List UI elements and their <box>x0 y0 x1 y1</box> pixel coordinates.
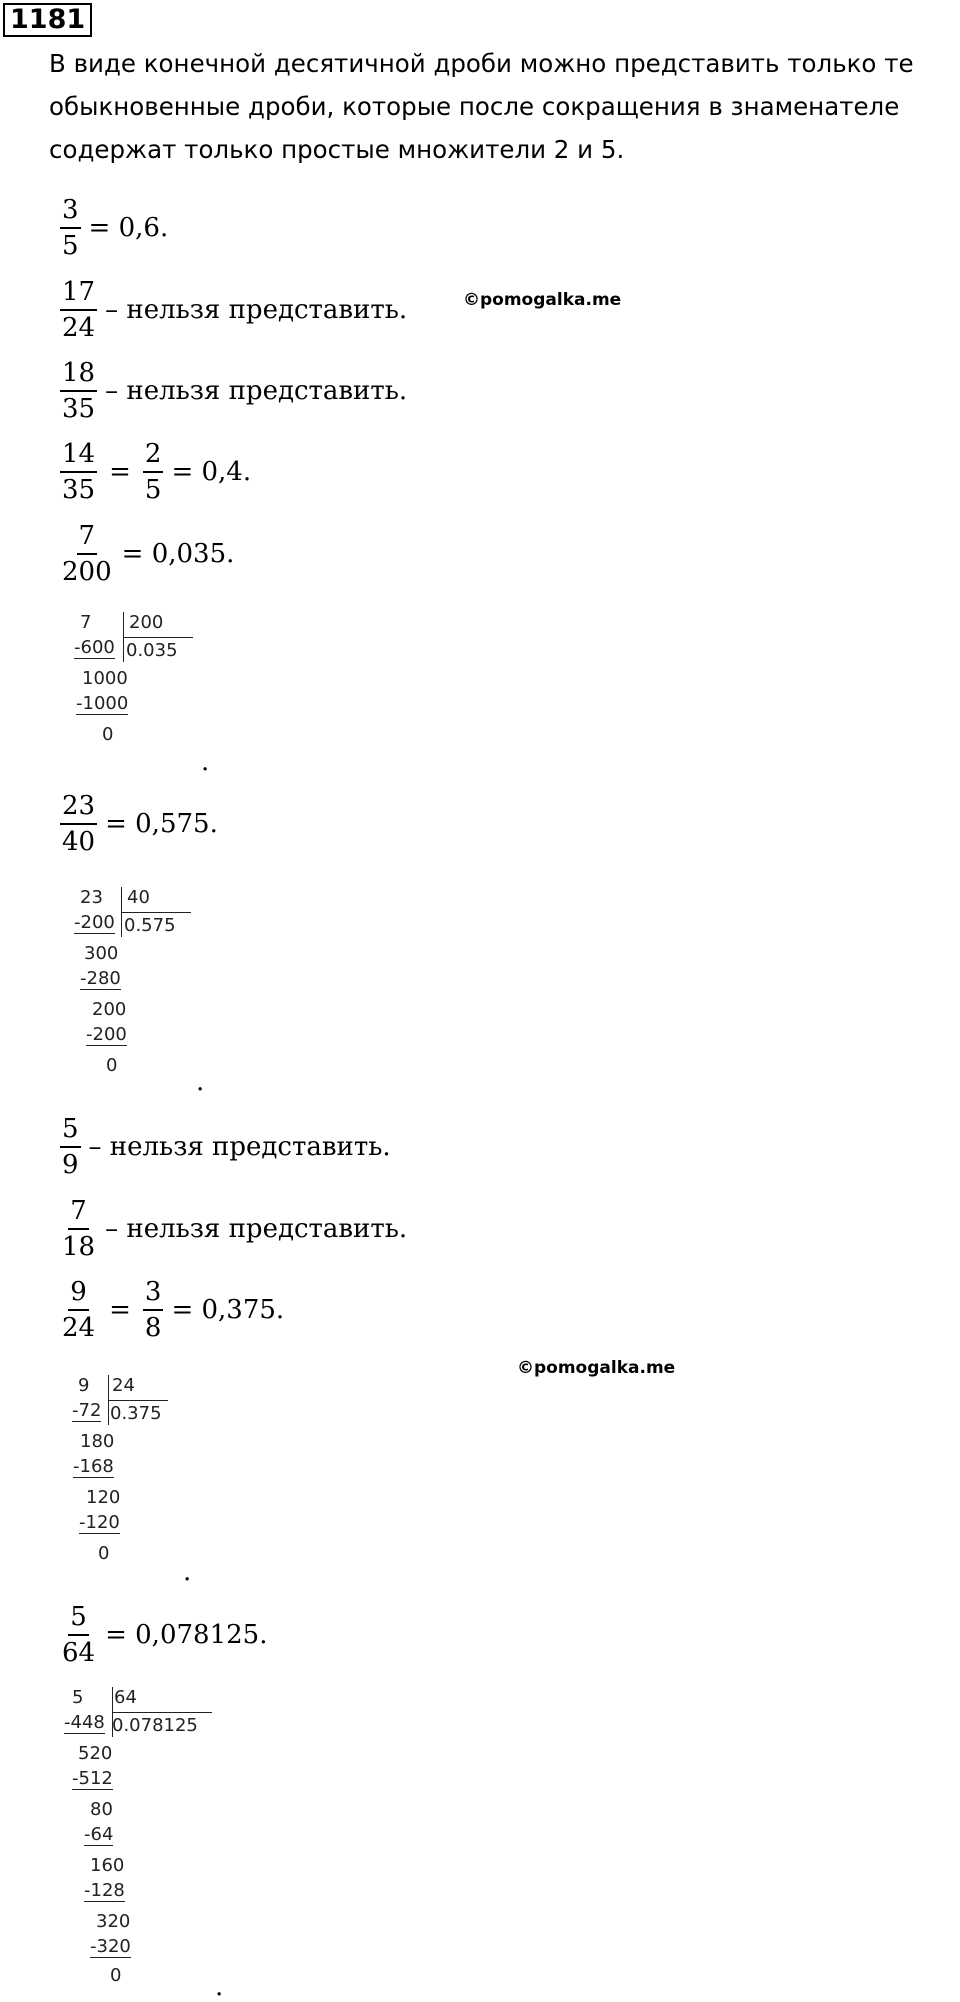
fraction: $\frac{5}{9}$ <box>62 1114 79 1180</box>
dividend: 7 <box>80 612 92 633</box>
watermark: ©pomogalka.me <box>517 1358 676 1378</box>
math-line <box>56 1189 407 1269</box>
math-line <box>56 1107 391 1187</box>
fraction: $\frac{17}{24}$ <box>62 277 96 343</box>
fraction: $\frac{18}{35}$ <box>62 358 96 424</box>
math-line <box>56 188 168 268</box>
result-text: = 0,035. <box>121 539 235 569</box>
division-step: 320 <box>96 1911 131 1932</box>
division-step: -200 <box>86 1024 127 1045</box>
division-bracket <box>108 1400 168 1401</box>
division-step: 180 <box>80 1431 115 1452</box>
division-step: 0 <box>106 1055 118 1076</box>
dividend: 23 <box>80 887 103 908</box>
result-text: = 0,575. <box>105 809 218 839</box>
math-line <box>56 514 234 594</box>
result-text: = 0,4. <box>171 457 252 487</box>
division-step: 80 <box>90 1799 113 1820</box>
divisor: 40 <box>127 887 150 908</box>
math-line <box>56 784 218 864</box>
divisor: 24 <box>112 1375 135 1396</box>
division-step: -600 <box>74 637 115 658</box>
division-step: 520 <box>78 1743 113 1764</box>
division-step: 160 <box>90 1855 125 1876</box>
long-division <box>62 1685 222 1985</box>
fraction: $\frac{3}{5}$ <box>62 195 79 261</box>
fraction: $\frac{14}{35}$ <box>62 439 96 505</box>
result-text: – нельзя представить. <box>88 1132 391 1162</box>
quotient: 0.375 <box>110 1403 162 1424</box>
fraction: $\frac{23}{40}$ <box>62 791 96 857</box>
equals-sign: = <box>109 457 131 487</box>
math-line <box>56 351 407 431</box>
math-line <box>56 432 251 512</box>
division-bracket <box>112 1712 212 1713</box>
division-step: 0 <box>98 1543 110 1564</box>
task-number: 1181 <box>3 3 92 37</box>
period: . <box>196 1067 205 1097</box>
long-division <box>70 610 200 745</box>
period: . <box>183 1557 192 1587</box>
division-step: 200 <box>92 999 127 1020</box>
division-step: -120 <box>79 1512 120 1533</box>
long-division <box>70 885 200 1075</box>
division-step: -64 <box>84 1824 114 1845</box>
division-bracket <box>121 912 191 913</box>
dividend: 5 <box>72 1687 84 1708</box>
result-text: – нельзя представить. <box>105 1214 408 1244</box>
period: . <box>215 1972 224 2002</box>
division-step: -128 <box>84 1880 125 1901</box>
fraction: $\frac{7}{200}$ <box>62 521 112 587</box>
division-bracket <box>123 637 193 638</box>
division-step: -320 <box>90 1936 131 1957</box>
division-step: 1000 <box>82 668 128 689</box>
result-text: = 0,375. <box>171 1295 285 1325</box>
fraction: $\frac{7}{18}$ <box>62 1196 96 1262</box>
division-step: -512 <box>72 1768 113 1789</box>
quotient: 0.575 <box>124 915 176 936</box>
math-line <box>56 270 407 350</box>
intro-line: содержат только простые множители 2 и 5. <box>49 135 625 164</box>
period: . <box>201 747 210 777</box>
division-step: 300 <box>84 943 119 964</box>
quotient: 0.078125 <box>112 1715 198 1736</box>
math-line <box>56 1270 284 1350</box>
dividend: 9 <box>78 1375 90 1396</box>
division-step: -72 <box>72 1400 102 1421</box>
division-step: 0 <box>102 724 114 745</box>
result-text: – нельзя представить. <box>105 295 408 325</box>
long-division <box>70 1373 190 1568</box>
intro-paragraph <box>49 42 959 171</box>
intro-line: обыкновенные дроби, которые после сокращения в знаменателе <box>49 92 900 121</box>
divisor: 200 <box>129 612 164 633</box>
result-text: = 0,6. <box>88 213 169 243</box>
intro-line: В виде конечной десятичной дроби можно представить только те <box>49 49 914 78</box>
division-step: 120 <box>86 1487 121 1508</box>
division-step: -448 <box>64 1712 105 1733</box>
quotient: 0.035 <box>126 640 178 661</box>
division-step: -280 <box>80 968 121 989</box>
result-text: = 0,078125. <box>105 1620 268 1650</box>
division-step: 0 <box>110 1965 122 1986</box>
fraction: $\frac{2}{5}$ <box>144 439 162 505</box>
divisor: 64 <box>114 1687 137 1708</box>
division-step: -1000 <box>76 693 129 714</box>
watermark: ©pomogalka.me <box>463 290 622 310</box>
math-line <box>56 1595 267 1675</box>
fraction: $\frac{5}{64}$ <box>62 1602 96 1668</box>
division-step: -200 <box>74 912 115 933</box>
fraction: $\frac{9}{24}$ <box>62 1277 96 1343</box>
fraction: $\frac{3}{8}$ <box>144 1277 162 1343</box>
result-text: – нельзя представить. <box>105 376 408 406</box>
equals-sign: = <box>109 1295 131 1325</box>
division-step: -168 <box>73 1456 114 1477</box>
